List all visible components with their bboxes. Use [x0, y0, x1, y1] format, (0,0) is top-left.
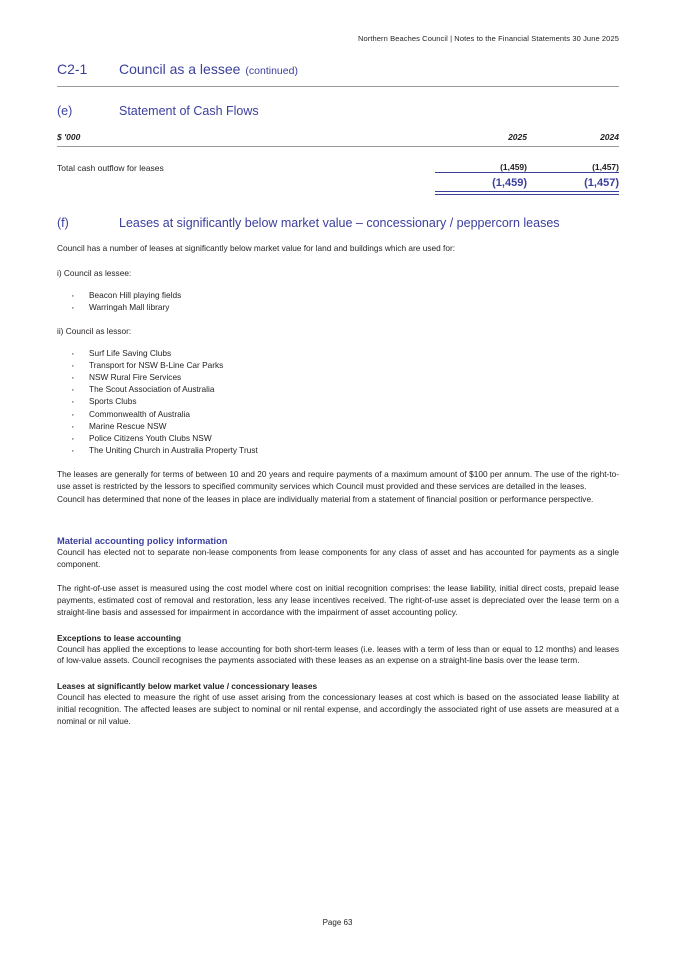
lessor-heading: ii) Council as lessor:: [57, 325, 132, 336]
total-value-2025: (1,459): [492, 177, 527, 189]
note-number: C2-1: [57, 61, 88, 77]
total-rule-2024: [527, 192, 619, 195]
lessee-heading: i) Council as lessee:: [57, 267, 132, 278]
exceptions-paragraph: Council has applied the exceptions to lease accounting for both short-term leases (i.e. leases with a term of less than or equal to 12 months) and leases of low-value assets. Council recognises the payments associated with these leases as an expense on a straight-line basis over the lease term.: [57, 643, 619, 666]
column-header-2024: 2024: [600, 132, 619, 142]
row-value-2024: (1,457): [592, 162, 619, 172]
list-item: · Sports Clubs: [71, 395, 619, 407]
table-row: [57, 147, 619, 173]
list-item: · Warringah Mall library: [71, 301, 619, 313]
list-item: · Beacon Hill playing fields: [71, 289, 619, 301]
section-e-title: Statement of Cash Flows: [119, 104, 259, 118]
note-title: [57, 61, 619, 77]
section-f-title: Leases at significantly below market value – concessionary / peppercorn leases: [119, 216, 560, 230]
policy-paragraph-1: Council has elected not to separate non-lease components from lease components for any class of asset and has accounted for payments as a single component.: [57, 546, 619, 569]
section-e-heading: [57, 104, 619, 118]
column-header-2025: 2025: [508, 132, 527, 142]
total-rule-row: [57, 192, 619, 195]
list-item: · Transport for NSW B-Line Car Parks: [71, 359, 619, 371]
list-item: · The Uniting Church in Australia Property Trust: [71, 444, 619, 456]
page-footer: Page 63: [322, 918, 353, 927]
total-label: [57, 175, 435, 192]
note-continued-label: (continued): [245, 65, 298, 77]
section-f-paragraph-2: Council has determined that none of the leases in place are individually material from a statement of financial position or performance perspective.: [57, 493, 594, 504]
section-f-heading: [57, 216, 619, 230]
section-f-paragraph-1: The leases are generally for terms of between 10 and 20 years and require payments of a maximum amount of $100 per annum. The use of the right-to-use asset is restricted by the lessors to specified community services which Council must provided and these services are detailed in the leases.: [57, 469, 619, 492]
list-item: · Commonwealth of Australia: [71, 408, 619, 420]
title-divider: [57, 86, 619, 87]
table-header-row: [57, 132, 619, 145]
cash-flow-table: [57, 132, 619, 195]
section-f-label: (f): [57, 216, 69, 230]
total-value-2024: (1,457): [584, 177, 619, 189]
section-f-intro: Council has a number of leases at significantly below market value for land and buildings which are used for:: [57, 243, 456, 253]
list-item: · Police Citizens Youth Clubs NSW: [71, 432, 619, 444]
row-label: Total cash outflow for leases: [57, 162, 164, 173]
concessionary-paragraph: Council has elected to measure the right of use asset arising from the concessionary leases at cost which is based on the associated lease liability at initial recognition. The affected leases are subject to nominal or nil rental expense, and accordingly the associated right of use assets are measured at a nominal or nil value.: [57, 692, 619, 726]
exceptions-heading: Exceptions to lease accounting: [57, 632, 182, 643]
total-rule-2025: [435, 192, 527, 195]
section-e-label: (e): [57, 104, 73, 118]
concessionary-heading: Leases at significantly below market value / concessionary leases: [57, 681, 318, 692]
list-item: · Surf Life Saving Clubs: [71, 347, 619, 359]
list-item: · Marine Rescue NSW: [71, 420, 619, 432]
list-item: · NSW Rural Fire Services: [71, 371, 619, 383]
page-content: [57, 0, 619, 728]
lessee-list: [57, 289, 619, 313]
table-total-row: [57, 175, 619, 192]
column-header-units: $ '000: [57, 132, 81, 142]
policy-paragraph-2: The right-of-use asset is measured using the cost model where cost on initial recognition comprises: the lease liability, initial direct costs, prepaid lease payments, estimated cost of removal and restoration, less any lease incentives received. The right-of-use asset is depreciated over the lease term on a straight-line basis and assessed for impairment in accordance with the impairment of asset accounting policy.: [57, 583, 619, 617]
running-header: Northern Beaches Council | Notes to the Financial Statements 30 June 2025: [357, 34, 619, 43]
policy-heading: Material accounting policy information: [57, 535, 228, 546]
lessor-list: [57, 347, 619, 457]
note-title-text: Council as a lessee: [119, 61, 241, 77]
total-rule-label: [57, 192, 435, 195]
row-value-2025: (1,459): [500, 162, 527, 172]
list-item: · The Scout Association of Australia: [71, 383, 619, 395]
